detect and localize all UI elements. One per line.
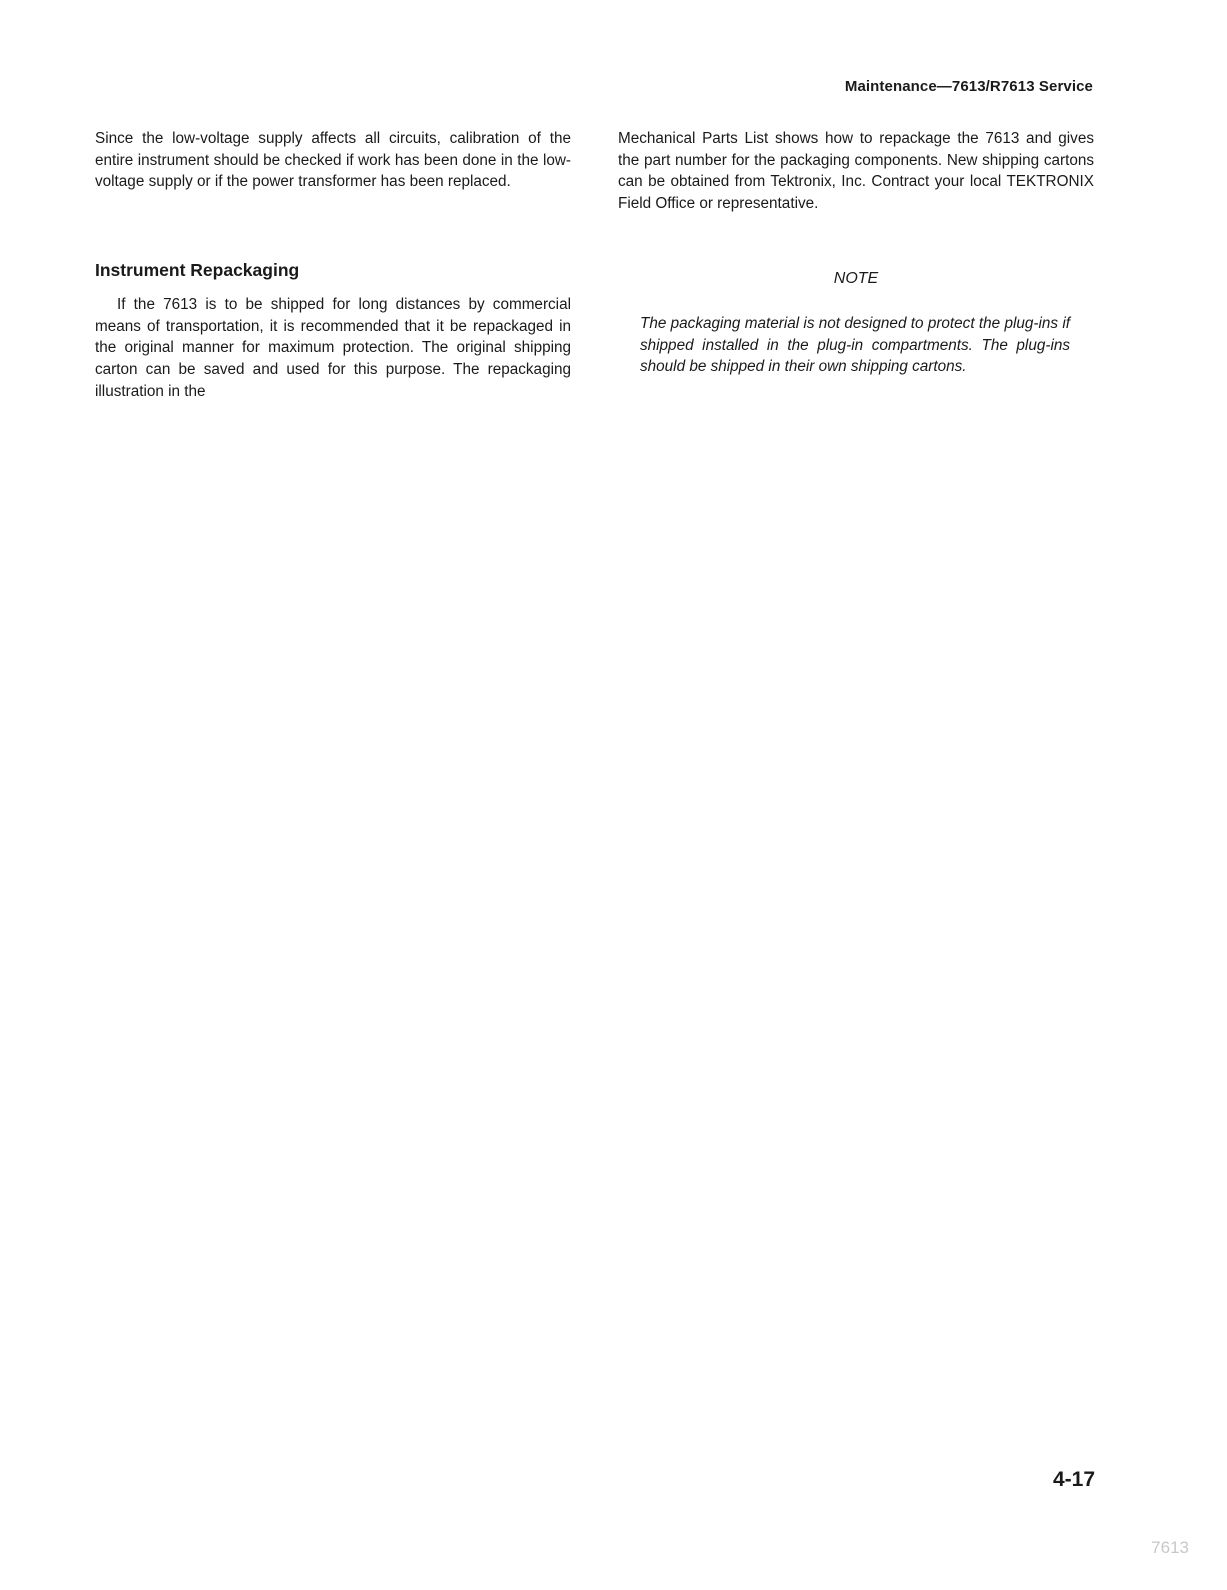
right-column xyxy=(618,128,1094,215)
left-column xyxy=(95,128,571,193)
section-heading: Instrument Repackaging xyxy=(95,260,300,280)
watermark: 7613 xyxy=(1151,1538,1189,1557)
running-head: Maintenance—7613/R7613 Service xyxy=(844,78,1093,95)
paragraph-calibration: Since the low-voltage supply affects all circuits, calibration of the entire instrument should be checked if work has been done in the low-voltage supply or if the power transformer has been replaced. xyxy=(95,130,571,191)
paragraph-parts-list: Mechanical Parts List shows how to repackage the 7613 and gives the part number for the packaging components. New shipping cartons can be obtained from Tektronix, Inc. Contract your local TEKTRONIX Field Office or representative. xyxy=(618,130,1094,213)
paragraph-repackaging: If the 7613 is to be shipped for long distances by commercial means of transportation, it is recommended that it be repackaged in the original manner for maximum protection. The original shipping carton can be saved and used for this purpose. The repackaging illustration in the xyxy=(95,296,571,400)
page-number: 4-17 xyxy=(1052,1468,1095,1491)
note-title: NOTE xyxy=(833,270,879,287)
note-body: The packaging material is not designed to protect the plug-ins if shipped installed in the plug-in compartments. The plug-ins should be shipped in their own shipping cartons. xyxy=(640,315,1070,376)
